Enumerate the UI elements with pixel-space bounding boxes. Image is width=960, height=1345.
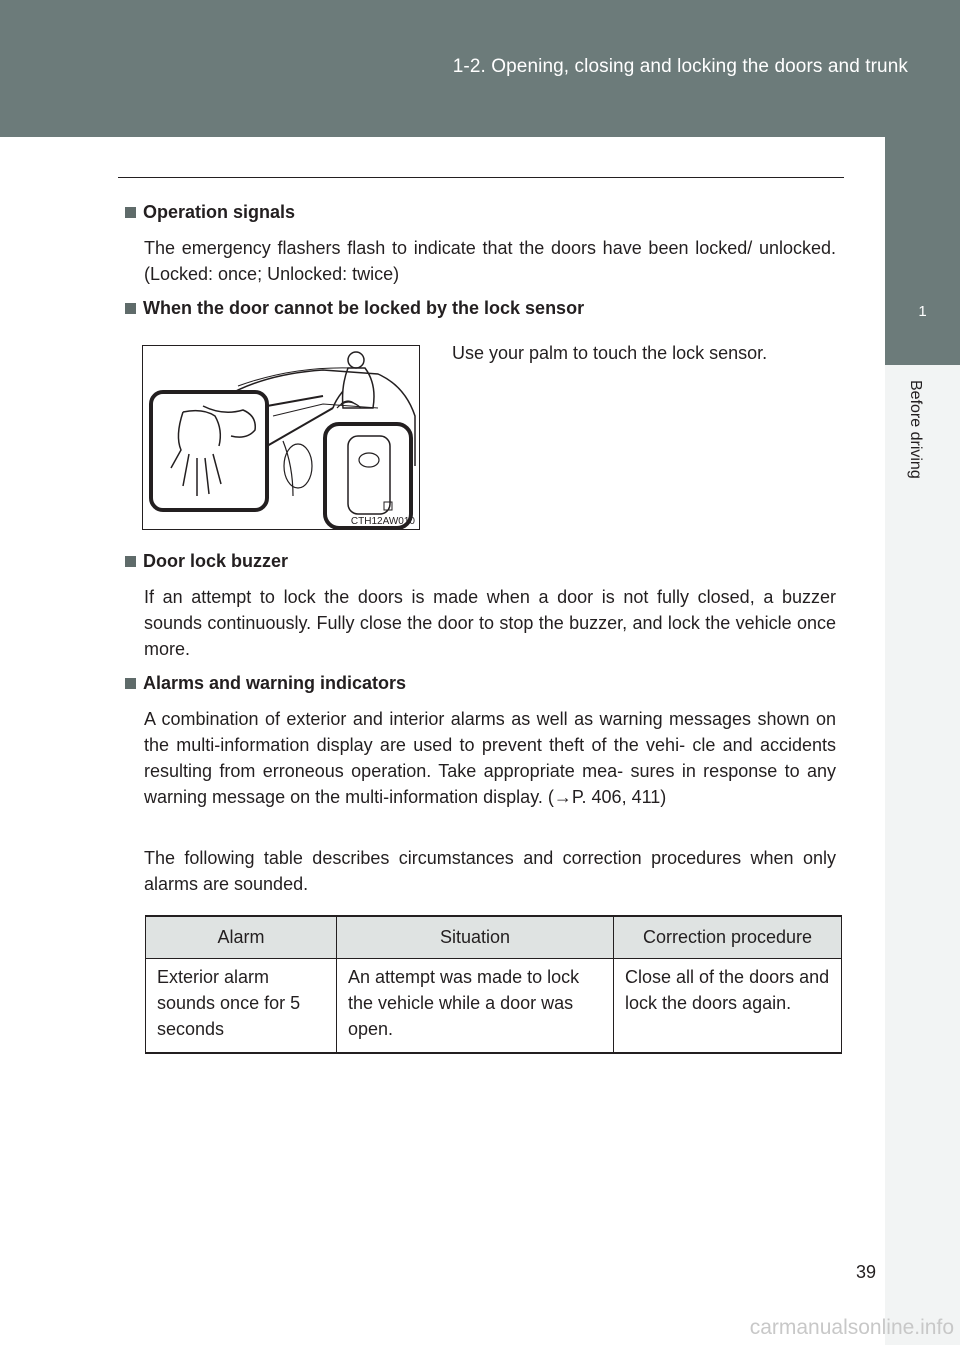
figure-caption: CTH12AW010 bbox=[350, 516, 415, 527]
section-title: 1-2. Opening, closing and locking the doors and trunk bbox=[452, 56, 908, 77]
top-rule bbox=[118, 177, 844, 178]
bullet-square-icon bbox=[125, 303, 136, 314]
column-header: Correction procedure bbox=[614, 916, 842, 959]
bullet-square-icon bbox=[125, 207, 136, 218]
table-header-row bbox=[146, 916, 842, 959]
heading-door-lock-buzzer bbox=[125, 551, 288, 572]
bullet-square-icon bbox=[125, 556, 136, 567]
heading-operation-signals bbox=[125, 202, 295, 223]
paragraph-door-lock-buzzer: If an attempt to lock the doors is made when a door is not fully closed, a buzzer sounds continuously. Fully close the door to stop the buzzer, and lock the vehicle once more. bbox=[144, 587, 836, 659]
heading-text: Alarms and warning indicators bbox=[143, 673, 407, 693]
paragraph-lock-sensor: Use your palm to touch the lock sensor. bbox=[452, 343, 768, 363]
column-header: Alarm bbox=[146, 916, 337, 959]
paragraph-alarms: A combination of exterior and interior alarms as well as warning messages shown on the multi-information display are used to prevent theft of the vehi- cle and accidents resulting from erroneous operation. Take appropriate mea- sures in response to any warning message on the multi-information display. (→P. 406, 411) bbox=[144, 709, 836, 807]
alarm-table bbox=[145, 915, 842, 1054]
hand-touching-door-handle-icon bbox=[143, 346, 419, 529]
heading-lock-sensor bbox=[125, 298, 584, 319]
watermark: carmanualsonline.info bbox=[749, 1316, 954, 1339]
chapter-box bbox=[885, 137, 960, 365]
chapter-number: 1 bbox=[918, 303, 927, 320]
table-cell: An attempt was made to lock the vehicle while a door was open. bbox=[337, 959, 614, 1054]
page-number: 39 bbox=[856, 1262, 877, 1282]
lock-sensor-illustration bbox=[142, 345, 420, 530]
heading-text: Door lock buzzer bbox=[143, 551, 289, 571]
column-header: Situation bbox=[337, 916, 614, 959]
paragraph-table-intro: The following table describes circumstances and correction procedures when only alarms are sounded. bbox=[144, 848, 836, 894]
table-row bbox=[146, 959, 842, 1054]
heading-alarms bbox=[125, 673, 406, 694]
table-cell: Exterior alarm sounds once for 5 seconds bbox=[146, 959, 337, 1054]
paragraph-operation-signals: The emergency flashers flash to indicate that the doors have been locked/ unlocked. (Locked: once; Unlocked: twice) bbox=[144, 238, 836, 284]
table-cell: Close all of the doors and lock the doors again. bbox=[614, 959, 842, 1054]
chapter-label: Before driving bbox=[907, 380, 924, 479]
bullet-square-icon bbox=[125, 678, 136, 689]
heading-text: Operation signals bbox=[143, 202, 296, 222]
heading-text: When the door cannot be locked by the lock sensor bbox=[143, 298, 585, 318]
